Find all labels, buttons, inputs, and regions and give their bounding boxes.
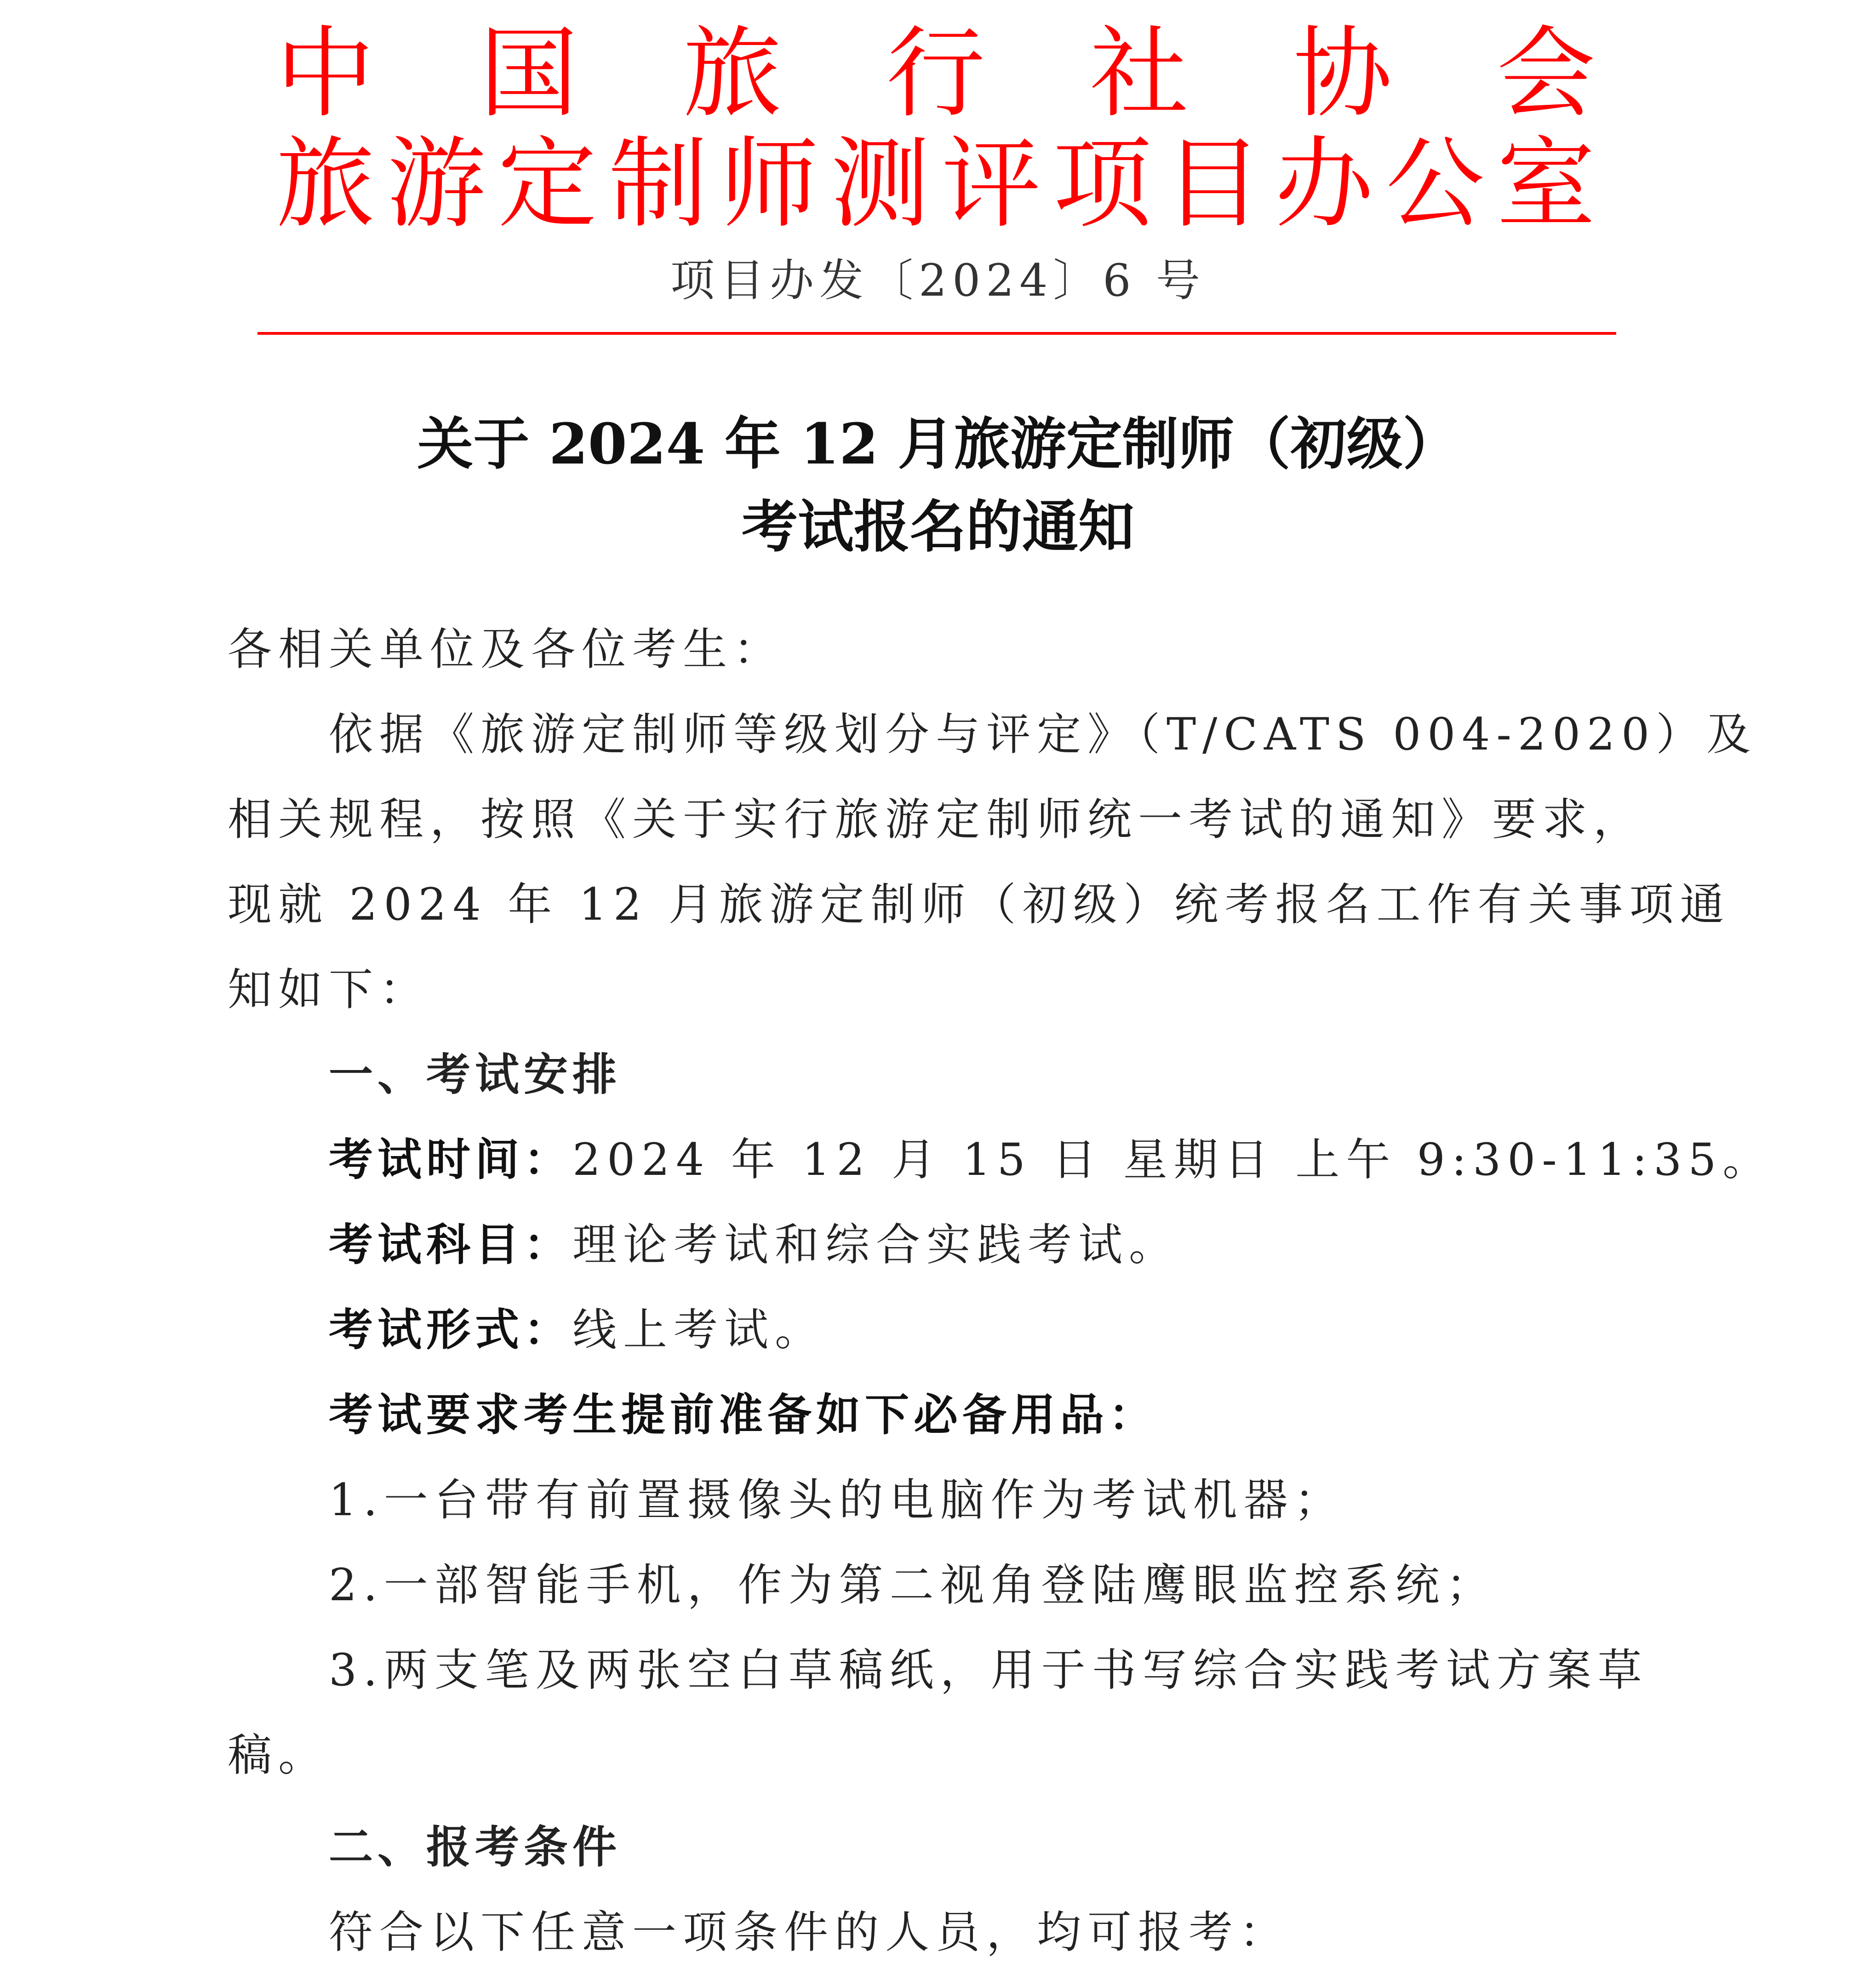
- letterhead-char: 中: [276, 16, 375, 131]
- requirement-item: 1.一台带有前置摄像头的电脑作为考试机器；: [329, 1474, 1345, 1526]
- exam-subject-label: 考试科目：: [329, 1219, 572, 1271]
- exam-form-row: [329, 1288, 1635, 1373]
- eligibility-intro: 符合以下任意一项条件的人员，均可报考：: [329, 1906, 1290, 1958]
- document-title-line1: 关于 2024 年 12 月旅游定制师（初级）: [417, 411, 1459, 477]
- letterhead-char: 室: [1496, 126, 1596, 241]
- exam-time-label: 考试时间：: [329, 1134, 572, 1185]
- letterhead-char: 旅: [683, 16, 782, 131]
- letterhead-divider: [257, 332, 1616, 335]
- letterhead-char: 目: [1163, 126, 1263, 241]
- intro-line: 依据《旅游定制师等级划分与评定》（T/CATS 004-2020）及: [329, 709, 1757, 760]
- letterhead-org-name: [276, 14, 1596, 133]
- section-heading-eligibility: 二、报考条件: [329, 1821, 621, 1873]
- letterhead-char: 评: [942, 126, 1041, 241]
- requirement-item-continuation: 稿。: [228, 1729, 329, 1781]
- exam-time-row: [329, 1117, 1773, 1202]
- letterhead-char: 旅: [276, 126, 375, 241]
- intro-line: 相关规程，按照《关于实行旅游定制师统一考试的通知》要求，: [228, 794, 1644, 845]
- exam-form-label: 考试形式：: [329, 1304, 572, 1356]
- requirement-item: 2.一部智能手机，作为第二视角登陆鹰眼监控系统；: [329, 1559, 1497, 1611]
- letterhead-char: 会: [1497, 16, 1596, 131]
- letterhead-char: 项: [1052, 126, 1152, 241]
- letterhead-char: 制: [609, 126, 708, 241]
- salutation: 各相关单位及各位考生：: [228, 624, 784, 675]
- letterhead-char: 社: [1090, 16, 1189, 131]
- letterhead-char: 师: [720, 126, 819, 241]
- requirements-heading: 考试要求考生提前准备如下必备用品：: [329, 1389, 1157, 1441]
- intro-line: 现就 2024 年 12 月旅游定制师（初级）统考报名工作有关事项通: [228, 879, 1731, 930]
- exam-form-value: 线上考试。: [572, 1304, 825, 1356]
- letterhead-char: 协: [1293, 16, 1392, 131]
- document-number: 项目办发〔2024〕6 号: [670, 255, 1206, 306]
- exam-time-value: 2024 年 12 月 15 日 星期日 上午 9:30-11:35。: [572, 1134, 1773, 1185]
- letterhead-char: 游: [387, 126, 486, 241]
- requirement-item: 3.两支笔及两张空白草稿纸，用于书写综合实践考试方案草: [329, 1644, 1648, 1696]
- intro-line: 知如下：: [228, 964, 430, 1015]
- section-heading-exam-arrangement: 一、考试安排: [329, 1049, 621, 1100]
- letterhead-char: 国: [479, 16, 578, 131]
- exam-subject-row: [329, 1202, 1635, 1288]
- letterhead-char: 测: [830, 126, 930, 241]
- letterhead-char: 公: [1385, 126, 1485, 241]
- letterhead-char: 办: [1275, 126, 1374, 241]
- letterhead-char: 定: [498, 126, 597, 241]
- letterhead-char: 行: [886, 16, 985, 131]
- exam-subject-value: 理论考试和综合实践考试。: [572, 1219, 1179, 1271]
- letterhead-office-name: [276, 124, 1596, 244]
- document-title-line2: 考试报名的通知: [742, 493, 1134, 560]
